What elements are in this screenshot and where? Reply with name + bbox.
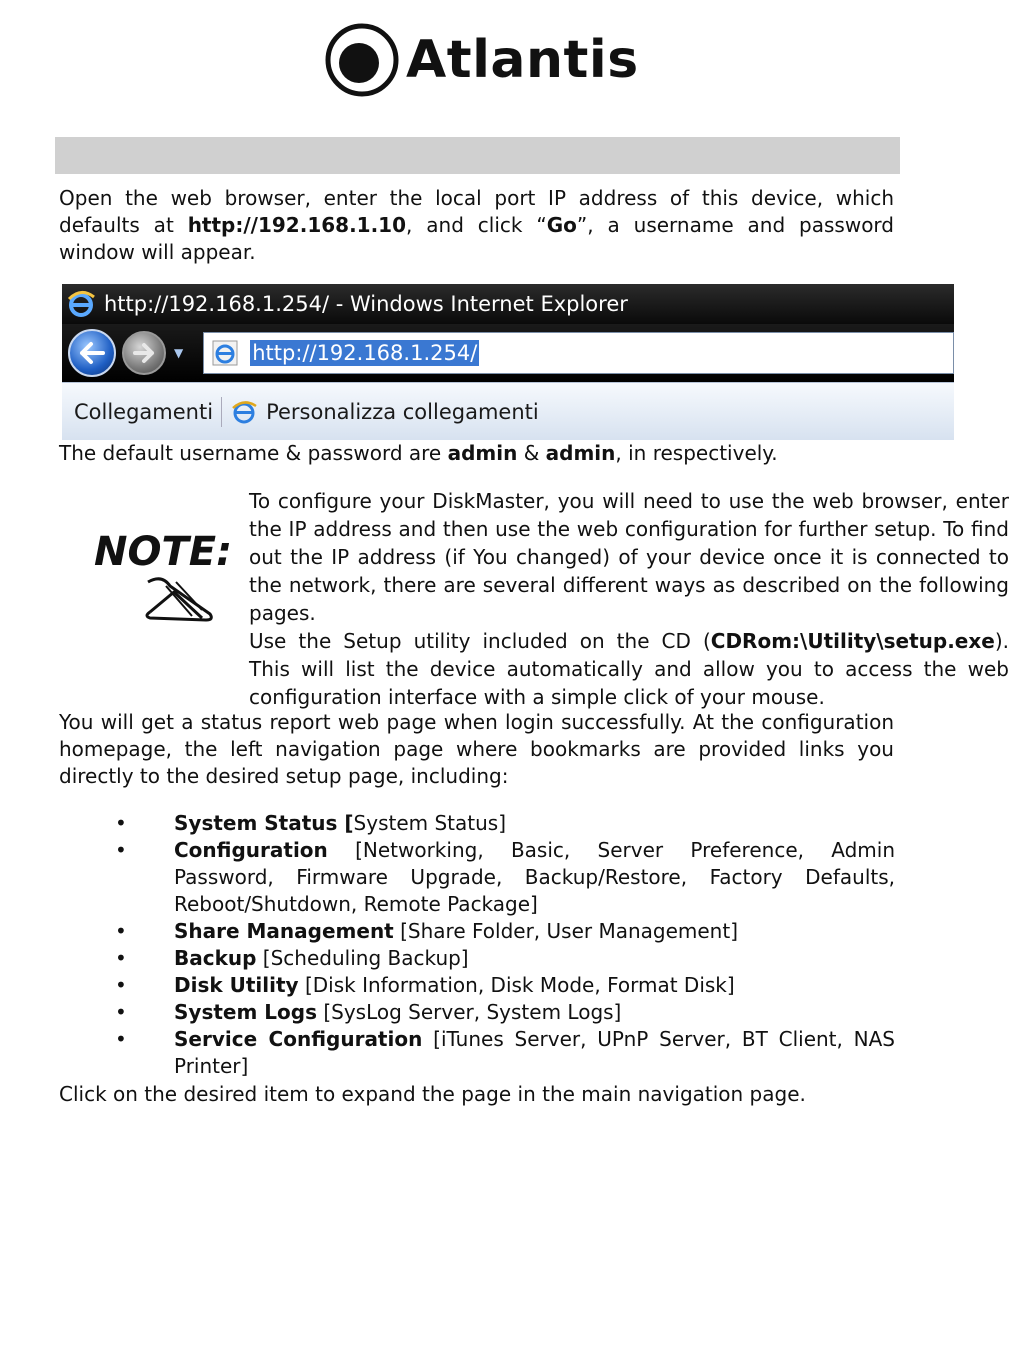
links-separator bbox=[221, 397, 222, 427]
note-hand-icon bbox=[92, 520, 233, 628]
menu-item-detail: [SysLog Server, System Logs] bbox=[316, 1000, 622, 1024]
ie-logo-icon bbox=[230, 398, 258, 426]
menu-item-title: Service Configuration bbox=[174, 1027, 423, 1051]
ie-logo-icon bbox=[66, 289, 96, 319]
default-url: http://192.168.1.10 bbox=[187, 213, 407, 237]
address-text[interactable]: http://192.168.1.254/ bbox=[252, 341, 478, 365]
intro-text: ”, a username and password window will appear. bbox=[59, 213, 895, 264]
list-item bbox=[115, 1026, 895, 1080]
list-item bbox=[115, 945, 895, 972]
intro-paragraph bbox=[59, 185, 894, 266]
forward-arrow-icon bbox=[133, 343, 155, 363]
credentials-text: The default username & password are bbox=[59, 441, 448, 465]
note-line: To configure your DiskMaster, you will need to use the web browser, enter the IP address and then use the web configuration for further setup. To find out the IP address (if You changed) of your device once it is connected to the network, there are several different ways as described on the following pages. bbox=[249, 489, 1009, 625]
intro-text: Open the web browser, enter the local port IP address of this device, which defaults at bbox=[59, 186, 894, 237]
credentials-text: & bbox=[517, 441, 546, 465]
list-item bbox=[115, 999, 895, 1026]
navigation-menu-list bbox=[115, 810, 895, 1080]
intro-text: , and click “ bbox=[406, 213, 547, 237]
dropdown-icon[interactable]: ▼ bbox=[174, 346, 184, 360]
menu-item-title: System Logs bbox=[174, 1000, 317, 1024]
menu-item-detail: [Share Folder, User Management] bbox=[393, 919, 738, 943]
ie-page-icon bbox=[210, 338, 240, 368]
credentials-paragraph bbox=[59, 440, 894, 467]
back-button[interactable] bbox=[68, 329, 116, 377]
menu-item-title: Configuration bbox=[174, 838, 328, 862]
browser-toolbar bbox=[62, 324, 954, 382]
section-header-bar bbox=[55, 137, 900, 174]
menu-item-title: System Status [ bbox=[174, 811, 354, 835]
address-bar[interactable] bbox=[203, 332, 954, 374]
browser-title-bar bbox=[62, 284, 954, 324]
note-label: NOTE: bbox=[94, 529, 233, 575]
list-item bbox=[115, 810, 895, 837]
default-password: admin bbox=[545, 441, 616, 465]
credentials-text: , in respectively. bbox=[615, 441, 778, 465]
list-item bbox=[115, 972, 895, 999]
links-bar bbox=[62, 382, 954, 440]
note-line: ). This will list the device automatically and allow you to access the web configuration interface with a simple click of your mouse. bbox=[249, 629, 1009, 709]
atlantis-logo bbox=[324, 20, 639, 100]
back-arrow-icon bbox=[79, 342, 105, 364]
menu-item-title: Share Management bbox=[174, 919, 394, 943]
note-line: Use the Setup utility included on the CD ( bbox=[249, 629, 711, 653]
menu-item-detail: System Status] bbox=[353, 811, 507, 835]
forward-button[interactable] bbox=[122, 331, 166, 375]
menu-item-detail: [Disk Information, Disk Mode, Format Disk] bbox=[298, 973, 735, 997]
menu-item-detail: [iTunes Server, UPnP Server, BT Client, NAS Printer] bbox=[174, 1027, 895, 1078]
setup-path: CDRom:\Utility\setup.exe bbox=[710, 629, 995, 653]
menu-item-detail: [Scheduling Backup] bbox=[256, 946, 469, 970]
closing-paragraph: Click on the desired item to expand the page in the main navigation page. bbox=[59, 1082, 806, 1106]
menu-item-title: Backup bbox=[174, 946, 257, 970]
go-label: Go bbox=[546, 213, 577, 237]
logo-mark-icon bbox=[324, 22, 400, 98]
browser-screenshot bbox=[62, 284, 954, 439]
browser-title: http://192.168.1.254/ - Windows Internet Explorer bbox=[104, 292, 628, 316]
menu-item-title: Disk Utility bbox=[174, 973, 299, 997]
links-label[interactable]: Collegamenti bbox=[74, 399, 214, 424]
menu-item-detail: [Networking, Basic, Server Preference, Admin Password, Firmware Upgrade, Backup/Restore, Factory Defaults, Reboot/Shutdown, Remote Package] bbox=[174, 838, 895, 916]
links-item[interactable]: Personalizza collegamenti bbox=[266, 399, 539, 424]
note-text bbox=[249, 487, 1009, 711]
default-username: admin bbox=[447, 441, 518, 465]
logo-text: Atlantis bbox=[406, 30, 639, 90]
status-paragraph: You will get a status report web page when login successfully. At the configuration homepage, the left navigation page where bookmarks are provided links you directly to the desired setup page, including: bbox=[59, 710, 894, 788]
list-item bbox=[115, 837, 895, 918]
list-item bbox=[115, 918, 895, 945]
